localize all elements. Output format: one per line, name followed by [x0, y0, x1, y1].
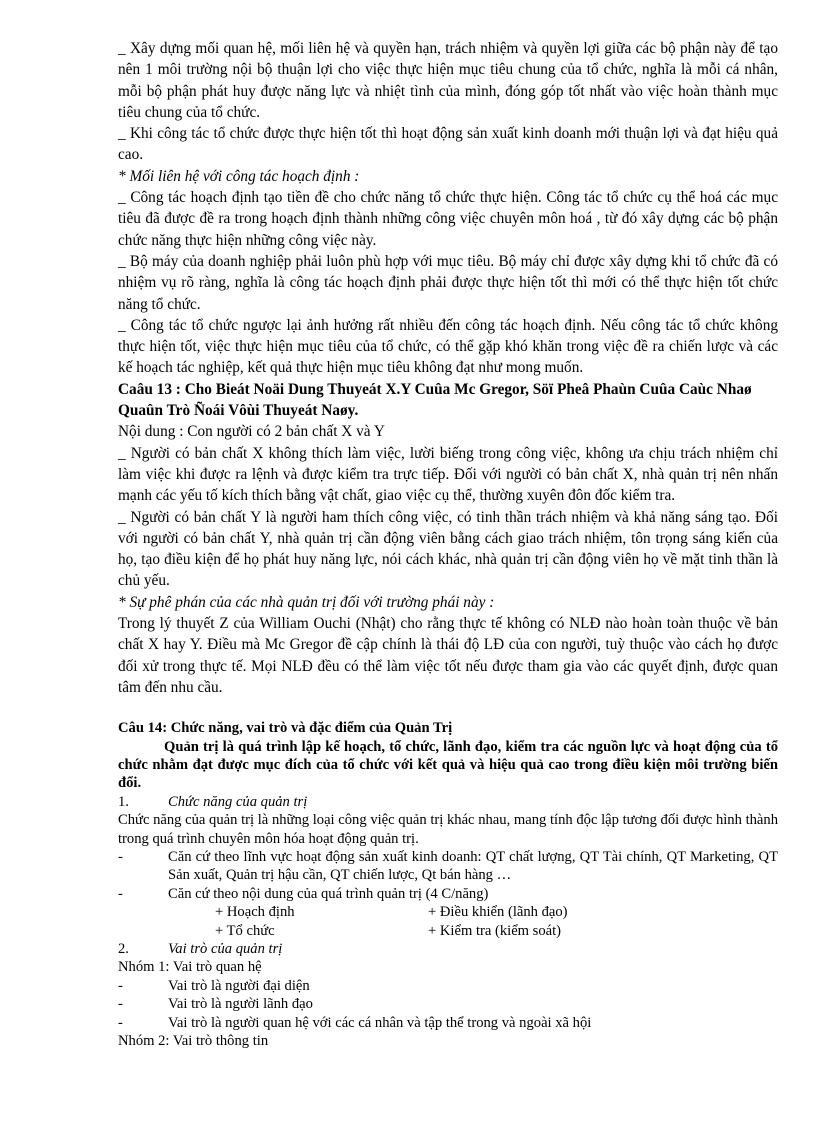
dash-text: Căn cứ theo lĩnh vực hoạt động sản xuất kinh doanh: QT chất lượng, QT Tài chính, QT Marketing, QT Sản xuất, Quản trị hậu cần, QT chiến lược, Qt bán hàng … — [168, 849, 778, 884]
numbered-heading-1 — [118, 793, 778, 811]
dash-marker: - — [118, 996, 123, 1013]
dash-item — [118, 848, 778, 885]
item-title: Chức năng của quản trị — [168, 793, 308, 810]
item-number: 1. — [118, 793, 129, 810]
paragraph: _ Người có bản chất Y là người ham thích công việc, có tinh thần trách nhiệm và khả năng sáng tạo. Đối với người có bản chất Y, nhà quản trị cần động viên bằng cách giao trách nhiệm, tôn trọng sáng kiến của họ, tạo điều kiện để họ phát huy năng lực, nói cách khác, nhà quản trị cần động viên họ về mặt tinh thần là chủ yếu. — [118, 508, 778, 590]
function-item: + Điều khiển (lãnh đạo) — [428, 904, 568, 921]
dash-text: Vai trò là người đại diện — [168, 977, 310, 994]
spacer — [118, 698, 778, 719]
paragraph: _ Bộ máy của doanh nghiệp phải luôn phù hợp với mục tiêu. Bộ máy chỉ được xây dựng khi tổ chức đã có nhiệm vụ rõ ràng, nghĩa là công tác hoạch định phải được thực hiện tốt thì mới có thể thực hiện tốt chức năng tổ chức. — [118, 252, 778, 313]
paragraph: _ Công tác tổ chức ngược lại ảnh hưởng rất nhiều đến công tác hoạch định. Nếu công tác tổ chức không thực hiện tốt, việc thực hiện mục tiêu của tổ chức, có thể gặp khó khăn trong việc đề ra chiến lược và các kế hoạch tác nghiệp, kết quả thực hiện mục tiêu không đạt như mong muốn. — [118, 316, 778, 377]
function-item: + Hoạch định — [215, 904, 295, 921]
question-13-heading: Caâu 13 : Cho Bieát Noäi Dung Thuyeát X.Y Cuûa Mc Gregor, Söï Pheâ Phaùn Cuûa Caùc Nhaø Quaûn Trò Ñoái Vôùi Thuyeát Naøy. — [118, 380, 752, 420]
function-item: + Kiểm tra (kiểm soát) — [428, 922, 562, 939]
dash-text: Vai trò là người quan hệ với các cá nhân và tập thể trong và ngoài xã hội — [168, 1014, 592, 1031]
dash-text: Căn cứ theo nội dung của quá trình quản trị (4 C/năng) — [168, 885, 489, 902]
dash-marker: - — [118, 1014, 123, 1031]
dash-marker: - — [118, 849, 123, 866]
question-14-heading: Câu 14: Chức năng, vai trò và đặc điểm của Quản Trị — [118, 720, 453, 737]
section-question-13 — [118, 421, 778, 698]
dash-marker: - — [118, 977, 123, 994]
dash-item — [118, 995, 778, 1013]
group-label: Nhóm 1: Vai trò quan hệ — [118, 959, 262, 976]
subheading-italic: * Sự phê phán của các nhà quản trị đối với trường phái này : — [118, 593, 495, 611]
paragraph: Trong lý thuyết Z của William Ouchi (Nhật) cho rằng thực tế không có NLĐ nào hoàn toàn thuộc về bản chất X hay Y. Điều mà Mc Gregor đề cập chính là thái độ LĐ của con người, tuỳ thuộc vào cách họ được đối xử trong thực tế. Mọi NLĐ đều có thể làm việc tốt nếu được tham gia vào các quyết định, được quan tâm đến nhu cầu. — [118, 615, 778, 696]
dash-text: Vai trò là người lãnh đạo — [168, 996, 313, 1013]
group-label: Nhóm 2: Vai trò thông tin — [118, 1033, 269, 1050]
dash-item — [118, 885, 778, 903]
dash-item — [118, 1014, 778, 1032]
item-title: Vai trò của quản trị — [168, 941, 283, 958]
paragraph: _ Khi công tác tổ chức được thực hiện tốt thì hoạt động sản xuất kinh doanh mới thuận lợi và đạt hiệu quả cao. — [118, 125, 778, 164]
paragraph: _ Người có bản chất X không thích làm việc, lười biếng trong công việc, không ưa chịu trách nhiệm chỉ làm việc khi được ra lệnh và được kiểm tra trực tiếp. Đối với người có bản chất X, nhà quản trị nên nhấn mạnh các yếu tố kích thích bằng vật chất, giao việc cụ thể, thường xuyên đôn đốc kiểm tra. — [118, 444, 778, 505]
dash-item — [118, 977, 778, 995]
question-14-intro: Quản trị là quá trình lập kế hoạch, tổ chức, lãnh đạo, kiểm tra các nguồn lực và hoạt động của tổ chức nhằm đạt được mục đích của tổ chức với kết quả và hiệu quả cao trong điều kiện môi trường biến đổi. — [118, 738, 778, 792]
function-item: + Tổ chức — [215, 922, 275, 939]
dash-marker: - — [118, 885, 123, 902]
item-number: 2. — [118, 941, 129, 958]
numbered-heading-2 — [118, 940, 778, 958]
section-to-chuc — [118, 38, 778, 379]
document-page — [118, 38, 778, 1051]
paragraph: _ Công tác hoạch định tạo tiền đề cho chức năng tổ chức thực hiện. Công tác tổ chức cụ thể hoá các mục tiêu đã được đề ra trong hoạch định thành những công việc chuyên môn hoá , từ đó xây dựng các bộ phận chức năng thực hiện những công việc này. — [118, 189, 778, 249]
section-question-14 — [118, 719, 778, 1050]
paragraph: Chức năng của quản trị là những loại công việc quản trị khác nhau, mang tính độc lập tương đối được hình thành trong quá trình chuyên môn hóa hoạt động quản trị. — [118, 812, 778, 847]
subheading-italic: * Mối liên hệ với công tác hoạch định : — [118, 167, 360, 185]
paragraph: _ Xây dựng mối quan hệ, mối liên hệ và quyền hạn, trách nhiệm và quyền lợi giữa các bộ phận này để tạo nên 1 môi trường nội bộ thuận lợi cho việc thực hiện mục tiêu chung của tổ chức, nghĩa là mỗi cá nhân, mỗi bộ phận phát huy được năng lực và nhiệt tình của mình, đóng góp tốt nhất vào việc hoàn thành mục tiêu chung của tổ chức. — [118, 40, 778, 121]
paragraph: Nội dung : Con người có 2 bản chất X và Y — [118, 423, 385, 441]
functions-grid — [118, 903, 778, 940]
